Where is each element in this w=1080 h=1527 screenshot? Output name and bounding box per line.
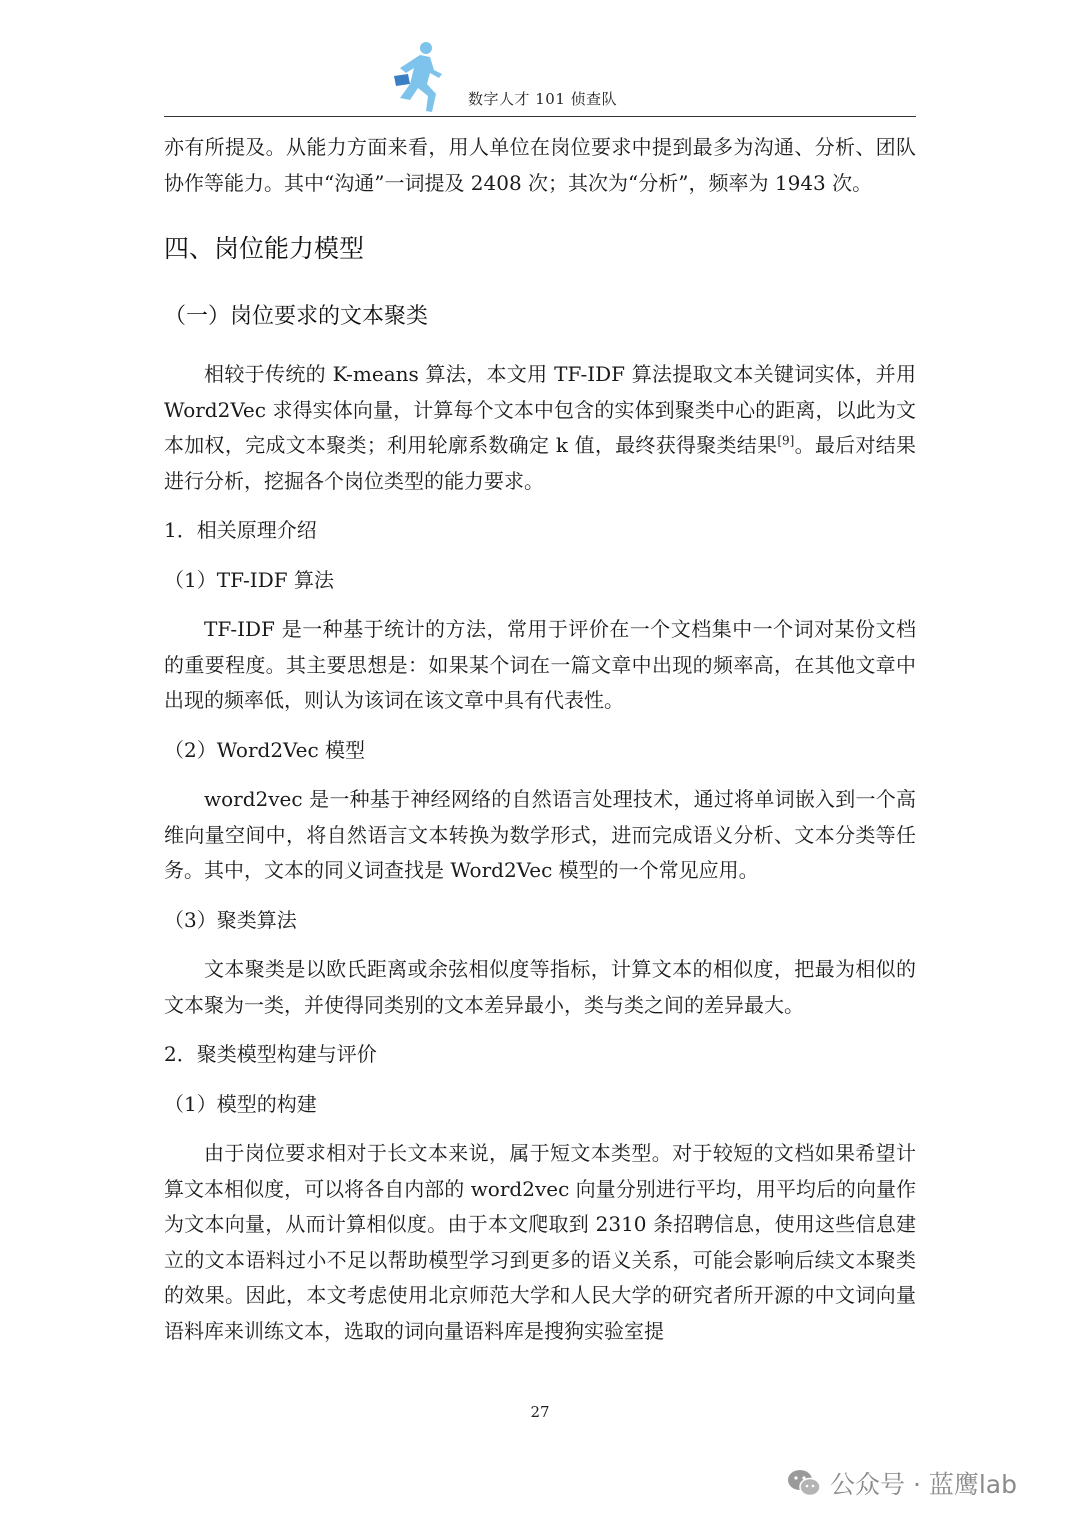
paragraph-tfidf: TF-IDF 是一种基于统计的方法，常用于评价在一个文档集中一个词对某份文档的重要程度。其主要思想是：如果某个词在一篇文章中出现的频率高，在其他文章中出现的频率低，则认为该词在该文章中具有代表性。 <box>164 617 916 712</box>
heading-principles: 1．相关原理介绍 <box>164 518 317 542</box>
running-man-icon <box>390 40 446 114</box>
paragraph-cluster: 文本聚类是以欧氏距离或余弦相似度等指标，计算文本的相似度，把最为相似的文本聚为一类，并使得同类别的文本差异最小，类与类之间的差异最大。 <box>164 957 916 1017</box>
page-header <box>164 40 916 117</box>
heading-tfidf: （1）TF-IDF 算法 <box>164 567 334 592</box>
heading-build: （1）模型的构建 <box>164 1091 317 1116</box>
wechat-icon <box>786 1467 822 1499</box>
heading-cluster: （3）聚类算法 <box>164 907 297 932</box>
watermark-text: 公众号 · 蓝鹰lab <box>830 1470 1017 1499</box>
paragraph-build: 由于岗位要求相对于长文本来说，属于短文本类型。对于较短的文档如果希望计算文本相似度，可以将各自内部的 word2vec 向量分别进行平均，用平均后的向量作为文本向量，从而计算相似度。由于本文爬取到 2310 条招聘信息，使用这些信息建立的文本语料过小不足以帮助模型学习到更多的语义关系，可能会影响后续文本聚类的效果。因此，本文考虑使用北京师范大学和人民大学的研究者所开源的中文词向量语料库来训练文本，选取的词向量语料库是搜狗实验室提 <box>164 1141 916 1343</box>
paragraph-word2vec: word2vec 是一种基于神经网络的自然语言处理技术，通过将单词嵌入到一个高维向量空间中，将自然语言文本转换为数学形式，进而完成语义分析、文本分类等任务。其中，文本的同义词查找是 Word2Vec 模型的一个常见应用。 <box>164 787 916 882</box>
header-title: 数字人才 101 侦查队 <box>468 90 618 108</box>
citation-ref: [9] <box>777 433 795 448</box>
heading-build-eval: 2．聚类模型构建与评价 <box>164 1042 377 1066</box>
paragraph-method-tail: 。最后对结果进行分析，挖掘各个岗位类型的能力要求。 <box>164 433 916 493</box>
section-title: 四、岗位能力模型 <box>164 234 365 263</box>
subsection-title: （一）岗位要求的文本聚类 <box>164 304 429 329</box>
heading-word2vec: （2）Word2Vec 模型 <box>164 737 366 762</box>
page-number: 27 <box>530 1403 550 1421</box>
paragraph-method-main: 相较于传统的 K-means 算法，本文用 TF-IDF 算法提取文本关键词实体，并用 Word2Vec 求得实体向量，计算每个文本中包含的实体到聚类中心的距离，以此为文本加权，完成文本聚类；利用轮廓系数确定 k 值，最终获得聚类结果 <box>164 362 916 457</box>
paragraph-method <box>164 357 916 499</box>
document-body <box>164 130 916 1349</box>
intro-paragraph: 亦有所提及。从能力方面来看，用人单位在岗位要求中提到最多为沟通、分析、团队协作等能力。其中“沟通”一词提及 2408 次；其次为“分析”，频率为 1943 次。 <box>164 135 916 195</box>
watermark <box>786 1462 1017 1504</box>
